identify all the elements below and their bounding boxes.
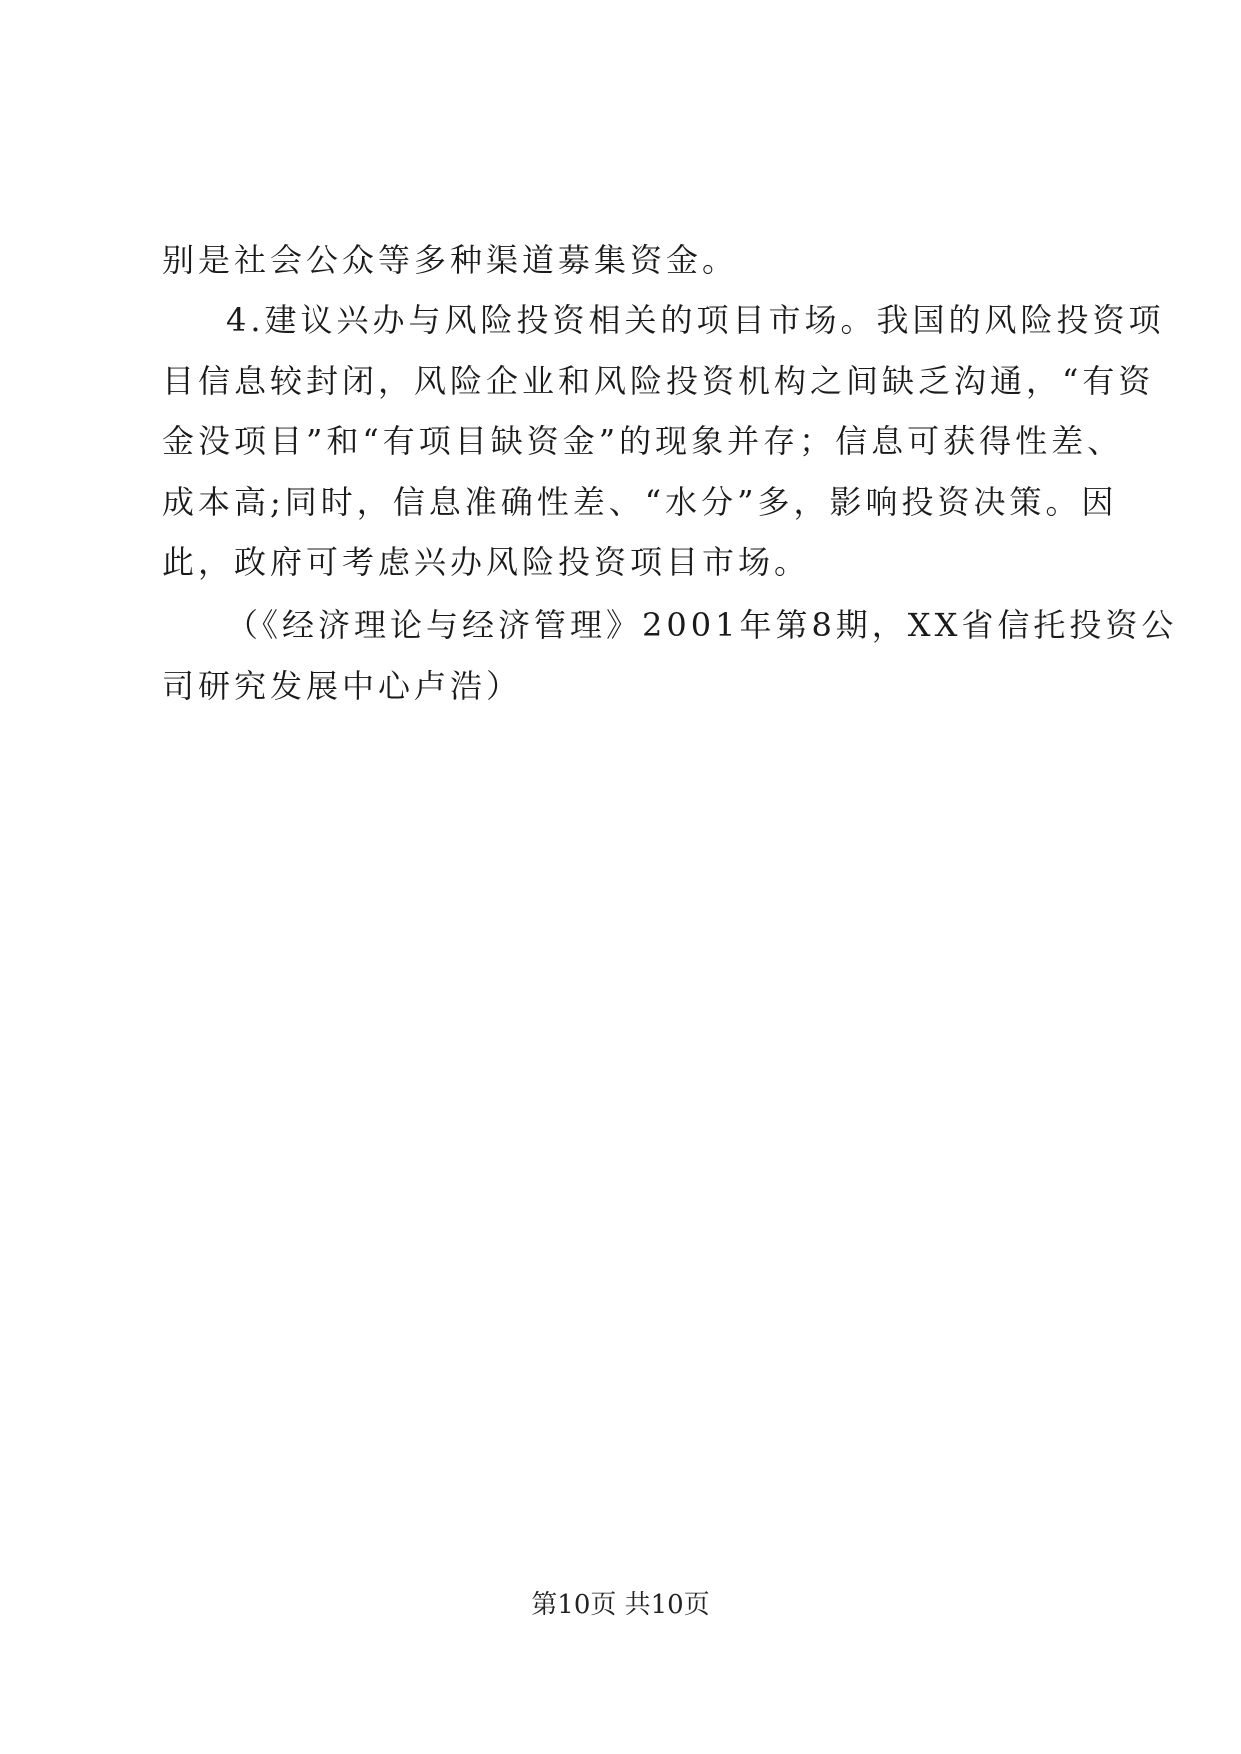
paragraph-line: 4.建议兴办与风险投资相关的项目市场。我国的风险投资项 (226, 301, 1165, 339)
paragraph-line: 别是社会公众等多种渠道募集资金。 (162, 241, 739, 279)
citation-line: （《经济理论与经济管理》2001年第8期，XX省信托投资公 (226, 606, 1178, 644)
paragraph-line: 金没项目”和“有项目缺资金”的现象并存；信息可获得性差、 (162, 422, 1124, 460)
paragraph-line: 目信息较封闭，风险企业和风险投资机构之间缺乏沟通，“有资 (162, 362, 1155, 400)
page-number-footer: 第10页 共10页 (531, 1590, 710, 1620)
citation-line: 司研究发展中心卢浩） (162, 667, 523, 705)
paragraph-line: 此，政府可考虑兴办风险投资项目市场。 (162, 543, 811, 581)
paragraph-line: 成本高;同时，信息准确性差、“水分”多，影响投资决策。因 (162, 483, 1118, 521)
